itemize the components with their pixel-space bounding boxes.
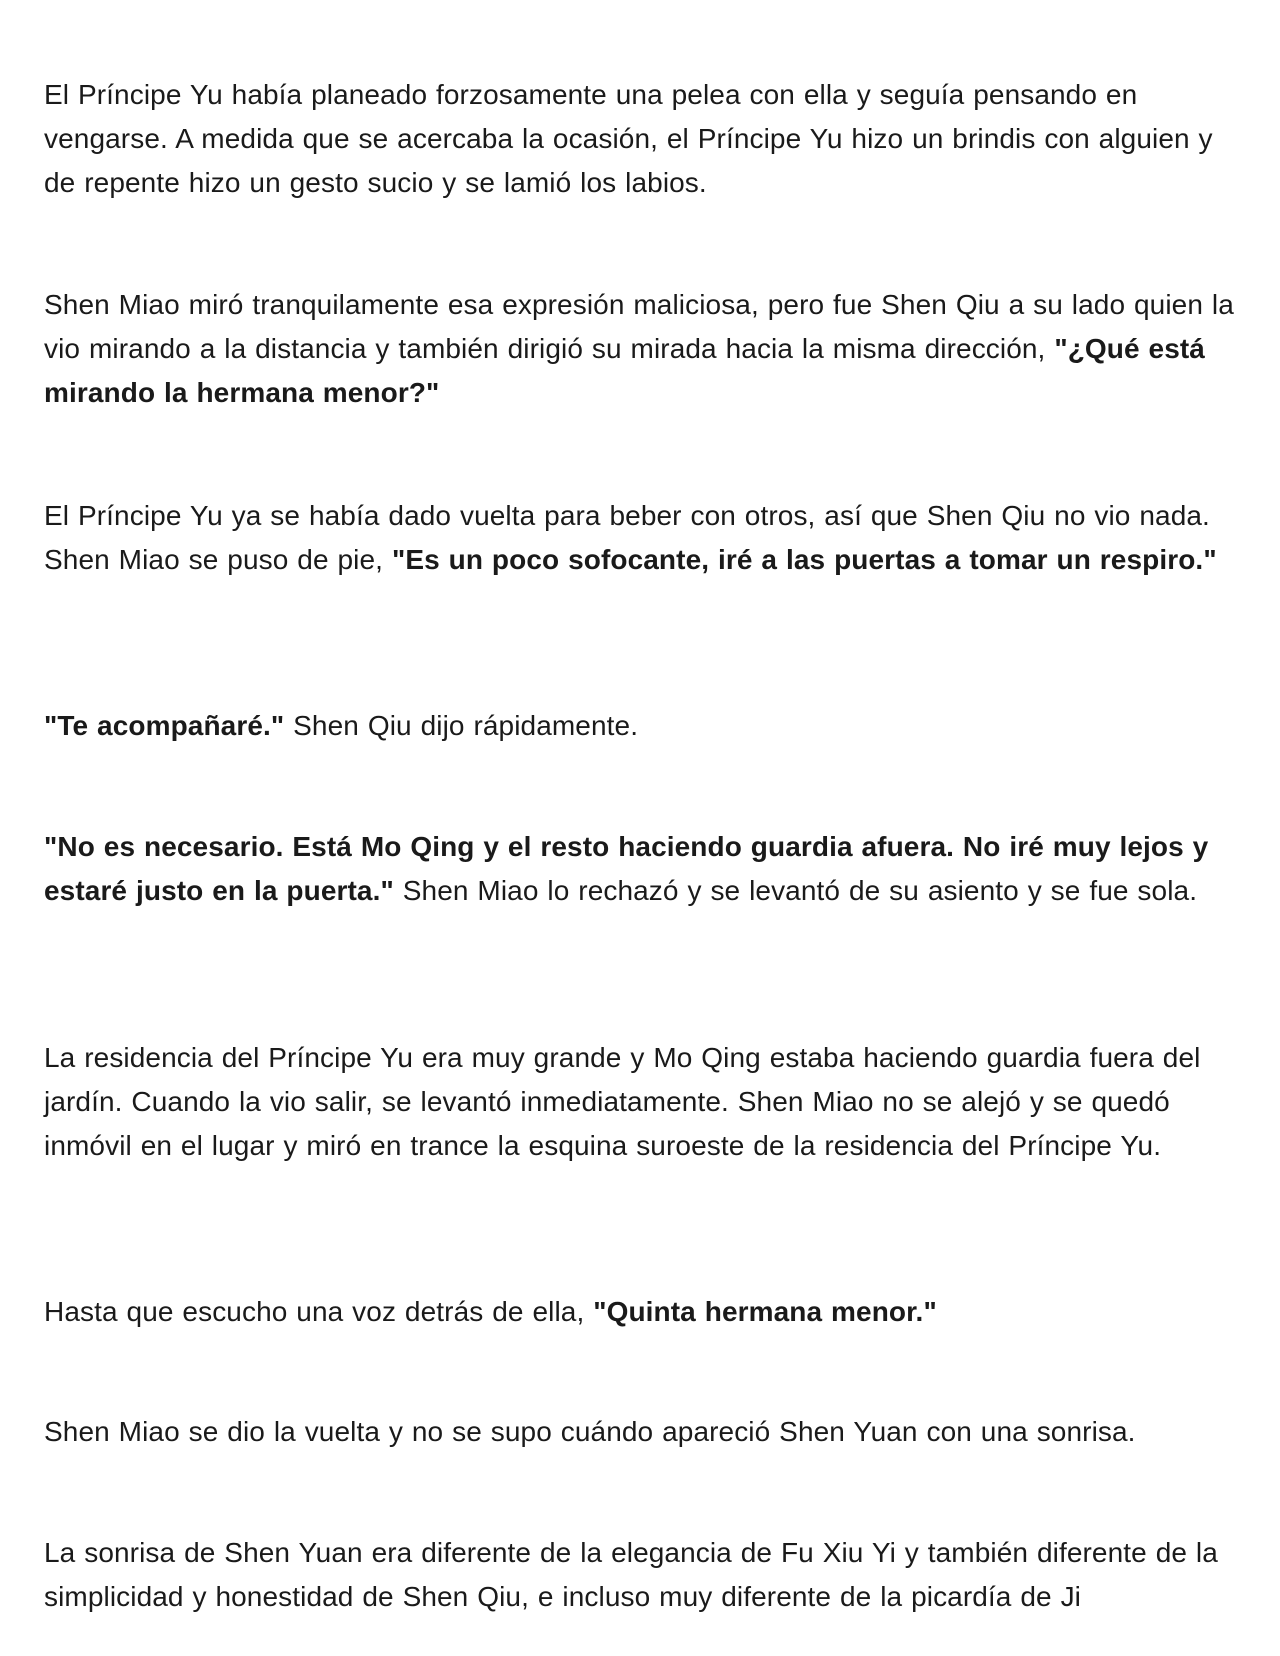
paragraph-text: Shen Miao se dio la vuelta y no se supo cuándo apareció Shen Yuan con una sonrisa. bbox=[44, 1416, 1136, 1447]
paragraph-text: El Príncipe Yu ya se había dado vuelta para beber con otros, así que Shen Qiu no vio nada. Shen Miao se puso de pie, bbox=[44, 500, 1210, 575]
paragraph-text: La sonrisa de Shen Yuan era diferente de la elegancia de Fu Xiu Yi y también diferente de la simplicidad y honestidad de Shen Qiu, e incluso muy diferente de la picardía de Ji bbox=[44, 1537, 1218, 1612]
paragraph bbox=[44, 1036, 1234, 1168]
paragraph bbox=[44, 1290, 1234, 1334]
paragraph-text: Shen Miao lo rechazó y se levantó de su asiento y se fue sola. bbox=[393, 875, 1198, 906]
dialogue-bold: "¿Qué está mirando la hermana menor?" bbox=[44, 333, 1205, 408]
paragraph-text: La residencia del Príncipe Yu era muy grande y Mo Qing estaba haciendo guardia fuera del jardín. Cuando la vio salir, se levantó inmediatamente. Shen Miao no se alejó y se quedó inmóvil en el lugar y miró en trance la esquina suroeste de la residencia del Príncipe Yu. bbox=[44, 1042, 1201, 1161]
paragraph-text: El Príncipe Yu había planeado forzosamente una pelea con ella y seguía pensando en vengarse. A medida que se acercaba la ocasión, el Príncipe Yu hizo un brindis con alguien y de repente hizo un gesto sucio y se lamió los labios. bbox=[44, 79, 1213, 198]
paragraph bbox=[44, 73, 1234, 205]
paragraph-text: Shen Miao miró tranquilamente esa expresión maliciosa, pero fue Shen Qiu a su lado quien la vio mirando a la distancia y también dirigió su mirada hacia la misma dirección, bbox=[44, 289, 1234, 364]
paragraph bbox=[44, 283, 1234, 415]
paragraph-text: Shen Qiu dijo rápidamente. bbox=[284, 710, 639, 741]
paragraph bbox=[44, 825, 1234, 913]
dialogue-bold: "Quinta hermana menor." bbox=[593, 1296, 937, 1327]
dialogue-bold: "Es un poco sofocante, iré a las puertas a tomar un respiro." bbox=[391, 544, 1217, 575]
dialogue-bold: "Te acompañaré." bbox=[44, 710, 285, 741]
dialogue-bold: "No es necesario. Está Mo Qing y el resto haciendo guardia afuera. No iré muy lejos y estaré justo en la puerta." bbox=[44, 831, 1209, 906]
paragraph bbox=[44, 704, 1234, 748]
paragraph bbox=[44, 1410, 1234, 1454]
paragraph bbox=[44, 494, 1234, 582]
paragraph-text: Hasta que escucho una voz detrás de ella, bbox=[44, 1296, 594, 1327]
paragraph bbox=[44, 1531, 1234, 1619]
